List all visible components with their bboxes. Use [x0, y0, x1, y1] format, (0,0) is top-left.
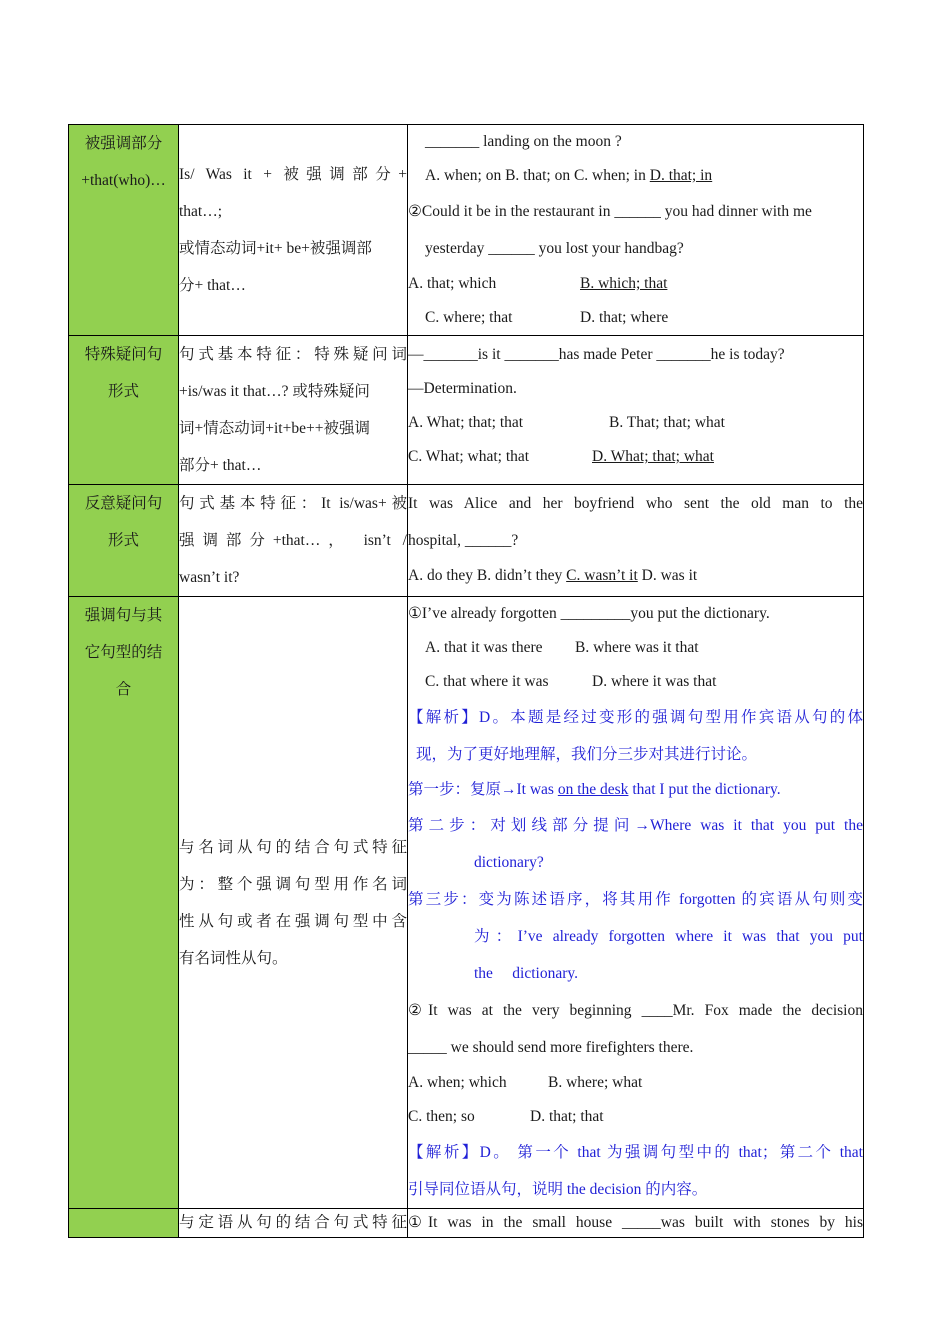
question-line: _____ we should send more firefighters there.	[408, 1039, 694, 1056]
question-line: hospital, ______?	[408, 532, 519, 549]
option-line	[408, 267, 863, 301]
feature-cell	[179, 597, 408, 1209]
analysis-step: dictionary?	[474, 854, 544, 871]
option-a: A. What; that; that	[408, 414, 524, 431]
example-cell	[408, 125, 864, 336]
question-line: ①It was in the small house _____was built with stones by his	[408, 1214, 863, 1231]
option-d: D. where it was that	[592, 673, 717, 690]
feature-line: wasn’t it?	[179, 569, 240, 586]
table-row	[69, 336, 864, 485]
feature-line: 句式基本特征：It is/was+被	[179, 495, 407, 512]
option-line	[408, 159, 863, 193]
feature-line: 性从句或者在强调句型中含	[179, 912, 407, 930]
step-text: 第一步：复原→It was	[408, 781, 558, 798]
table-row	[69, 1209, 864, 1238]
category-line: +that(who)…	[81, 172, 166, 189]
option-line	[408, 406, 863, 440]
option-line	[408, 301, 863, 335]
answer-option: B. which; that	[580, 275, 668, 292]
analysis-step: 为：I’ve already forgotten where it was that you put	[474, 928, 863, 945]
category-line: 形式	[107, 383, 139, 400]
analysis-line: 【解析】D。 第一个 that 为强调句型中的 that；第二个 that	[408, 1144, 863, 1161]
question-line: ①I’ve already forgotten _________you put the dictionary.	[408, 605, 770, 622]
option-line	[408, 665, 863, 699]
option-b: B. where; what	[548, 1074, 643, 1091]
option-c: C. then; so	[408, 1108, 475, 1125]
feature-line: 部分+ that…	[179, 457, 262, 474]
answer-option: C. wasn’t it	[566, 567, 638, 584]
feature-cell	[179, 125, 408, 336]
question-line: ②Could it be in the restaurant in ______ you had dinner with me	[408, 203, 812, 220]
category-cell	[69, 336, 179, 485]
category-line: 被强调部分	[84, 135, 163, 152]
feature-line: 词+情态动词+it+be++被强调	[179, 420, 370, 437]
option-a: A. that; which	[408, 275, 497, 292]
table-row	[69, 597, 864, 1209]
category-cell	[69, 125, 179, 336]
category-cell	[69, 485, 179, 597]
option-a: A. that it was there	[425, 639, 543, 656]
category-line: 反意疑问句	[84, 495, 163, 512]
option-line	[408, 440, 863, 474]
option-c: C. where; that	[425, 309, 513, 326]
analysis-step: 第三步：变为陈述语序，将其用作 forgotten 的宾语从句则变	[408, 891, 863, 908]
example-cell	[408, 336, 864, 485]
question-line: It was Alice and her boyfriend who sent the old man to the	[408, 495, 863, 512]
example-line: _______ landing on the moon ?	[425, 133, 622, 150]
feature-cell	[179, 336, 408, 485]
step-text: that I put the dictionary.	[628, 781, 781, 798]
category-line: 它句型的结	[84, 644, 163, 661]
option-line	[408, 1066, 863, 1100]
option-b: B. That; that; what	[609, 414, 725, 431]
feature-line: 句式基本特征：特殊疑问词	[179, 346, 407, 363]
category-line: 形式	[107, 532, 139, 549]
underlined-text: on the desk	[557, 781, 629, 798]
feature-cell	[179, 1209, 408, 1238]
feature-line: 与定语从句的结合句式特征	[179, 1214, 407, 1231]
option-c: C. that where it was	[425, 673, 549, 690]
options-text: A. when; on B. that; on C. when; in	[425, 167, 650, 184]
option-d: D. that; that	[530, 1108, 604, 1125]
answer-option: D. that; in	[649, 167, 713, 184]
option-line	[408, 631, 863, 665]
option-c: C. What; what; that	[408, 448, 530, 465]
analysis-step	[408, 773, 863, 807]
table-row	[69, 125, 864, 336]
question-line: yesterday ______ you lost your handbag?	[425, 240, 684, 257]
feature-line: 强调部分+that…， isn’t /	[179, 532, 407, 549]
category-line: 合	[115, 681, 132, 698]
option-line	[408, 1100, 863, 1134]
feature-line: that…;	[179, 203, 223, 220]
grammar-table	[68, 124, 864, 1238]
feature-line: +is/was it that…? 或特殊疑问	[179, 383, 370, 400]
category-cell	[69, 1209, 179, 1238]
category-line: 强调句与其	[84, 607, 163, 624]
option-d: D. was it	[637, 567, 698, 584]
table-row	[69, 485, 864, 597]
answer-option: D. What; that; what	[592, 448, 714, 465]
category-cell	[69, 597, 179, 1209]
option-d: D. that; where	[580, 309, 669, 326]
feature-line: 分+ that…	[179, 277, 246, 294]
answer-line: —Determination.	[408, 380, 517, 397]
option-a: A. when; which	[408, 1074, 507, 1091]
feature-line: 有名词性从句。	[179, 949, 288, 967]
category-line: 特殊疑问句	[84, 346, 163, 363]
question-line: ②It was at the very beginning ____Mr. Fox made the decision	[408, 1002, 863, 1019]
feature-cell	[179, 485, 408, 597]
question-line: —_______is it _______has made Peter _______he is today?	[408, 346, 785, 363]
options-text: A. do they B. didn’t they	[408, 567, 567, 584]
feature-line: 或情态动词+it+ be+被强调部	[179, 240, 372, 257]
analysis-step: 第二步：对划线部分提问→Where was it that you put the	[408, 817, 863, 834]
example-cell	[408, 485, 864, 597]
example-cell	[408, 597, 864, 1209]
example-cell	[408, 1209, 864, 1238]
option-line	[408, 559, 863, 593]
analysis-line: 【解析】D。本题是经过变形的强调句型用作宾语从句的体	[408, 709, 863, 726]
option-b: B. where was it that	[575, 639, 699, 656]
feature-line: Is/ Was it + 被强调部分+	[179, 166, 407, 183]
analysis-line: 现，为了更好地理解，我们分三步对其进行讨论。	[416, 746, 758, 763]
analysis-line: 引导同位语从句，说明 the decision 的内容。	[408, 1181, 708, 1198]
feature-line: 与名词从句的结合句式特征	[179, 838, 407, 856]
feature-line: 为：整个强调句型用作名词	[179, 875, 407, 893]
analysis-step: the dictionary.	[474, 965, 579, 982]
